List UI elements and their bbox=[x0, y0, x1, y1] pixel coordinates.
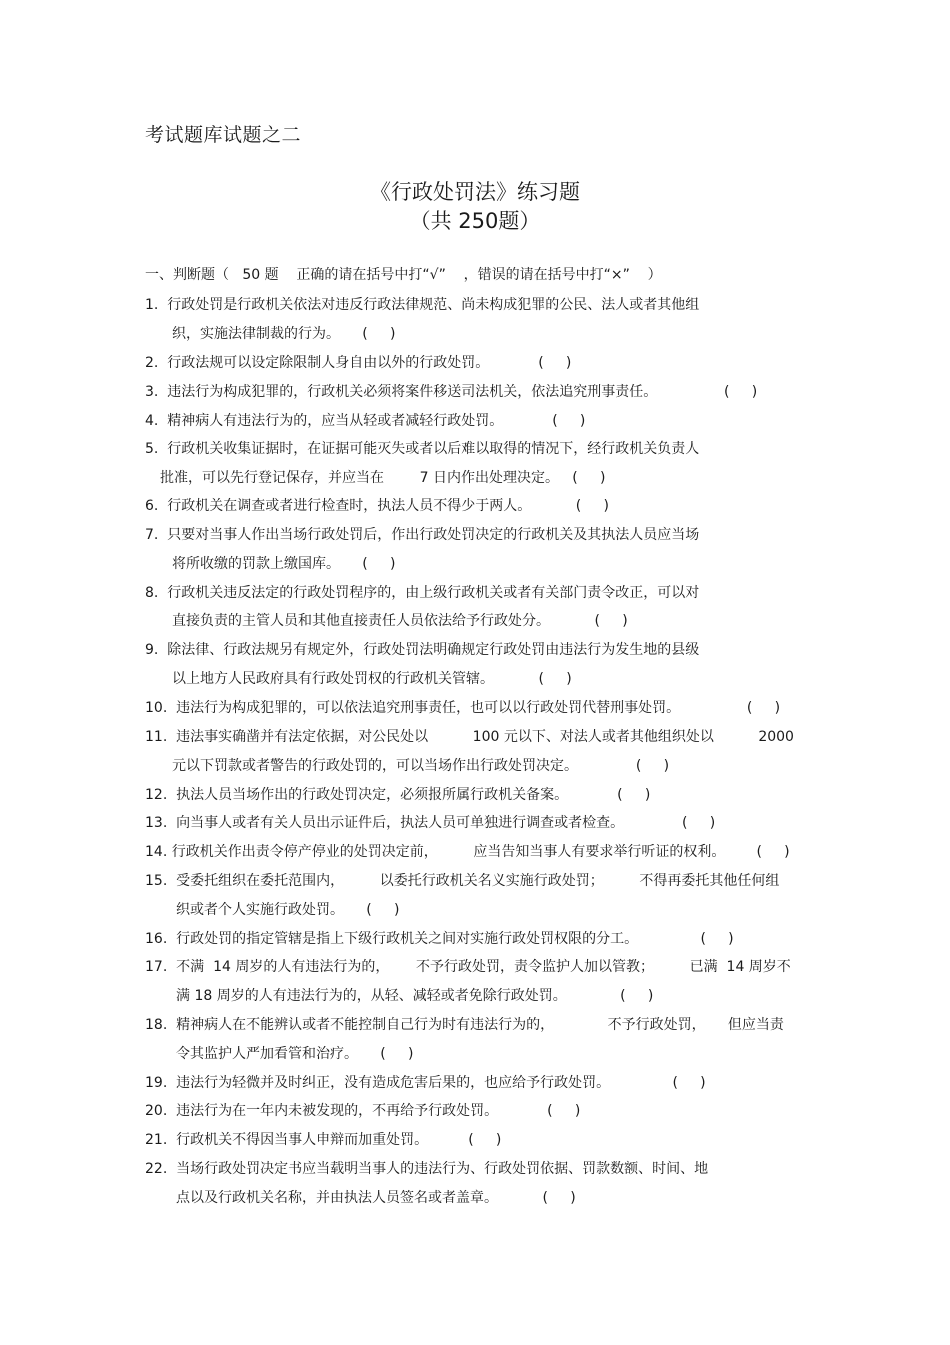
question-3: 3. 违法行为构成犯罪的，行政机关必须将案件移送司法机关，依法追究刑事责任。 ( ) bbox=[145, 384, 758, 400]
question-11-line-1: 11. 违法事实确凿并有法定依据，对公民处以 100 元以下、对法人或者其他组织处以 2000 bbox=[145, 729, 794, 745]
question-22-line-2: 点以及行政机关名称，并由执法人员签名或者盖章。 ( ) bbox=[176, 1190, 576, 1206]
question-17-line-1: 17. 不满 14 周岁的人有违法行为的， 不予行政处罚，责令监护人加以管教； 已满 14 周岁不 bbox=[145, 959, 791, 975]
question-10: 10. 违法行为构成犯罪的，可以依法追究刑事责任，也可以以行政处罚代替刑事处罚。 ( ) bbox=[145, 700, 781, 716]
question-17-line-2: 满 18 周岁的人有违法行为的，从轻、减轻或者免除行政处罚。 ( ) bbox=[176, 988, 654, 1004]
question-13: 13. 向当事人或者有关人员出示证件后，执法人员可单独进行调查或者检查。 ( ) bbox=[145, 815, 716, 831]
question-9-line-2: 以上地方人民政府具有行政处罚权的行政机关管辖。 ( ) bbox=[172, 671, 572, 687]
question-5-line-2: 批准，可以先行登记保存，并应当在 7 日内作出处理决定。 ( ) bbox=[160, 470, 606, 486]
question-19: 19. 违法行为轻微并及时纠正，没有造成危害后果的，也应给予行政处罚。 ( ) bbox=[145, 1075, 706, 1091]
question-5-line-1: 5. 行政机关收集证据时，在证据可能灭失或者以后难以取得的情况下，经行政机关负责人 bbox=[145, 441, 700, 457]
question-14: 14. 行政机关作出责令停产停业的处罚决定前， 应当告知当事人有要求举行听证的权利。 ( ) bbox=[145, 844, 790, 860]
question-18-line-1: 18. 精神病人在不能辨认或者不能控制自己行为时有违法行为的， 不予行政处罚， 但应当责 bbox=[145, 1017, 784, 1033]
question-4: 4. 精神病人有违法行为的，应当从轻或者减轻行政处罚。 ( ) bbox=[145, 413, 586, 429]
section-heading: 一、判断题（ 50 题 正确的请在括号中打“√” ，错误的请在括号中打“×” ） bbox=[145, 267, 662, 283]
question-21: 21. 行政机关不得因当事人申辩而加重处罚。 ( ) bbox=[145, 1132, 502, 1148]
question-6: 6. 行政机关在调查或者进行检查时，执法人员不得少于两人。 ( ) bbox=[145, 498, 609, 514]
question-1-line-2: 织，实施法律制裁的行为。 ( ) bbox=[172, 326, 396, 342]
question-8-line-1: 8. 行政机关违反法定的行政处罚程序的，由上级行政机关或者有关部门责令改正，可以对 bbox=[145, 585, 700, 601]
question-15-line-2: 织或者个人实施行政处罚。 ( ) bbox=[176, 902, 400, 918]
question-9-line-1: 9. 除法律、行政法规另有规定外，行政处罚法明确规定行政处罚由违法行为发生地的县级 bbox=[145, 642, 700, 658]
question-8-line-2: 直接负责的主管人员和其他直接责任人员依法给予行政处分。 ( ) bbox=[172, 613, 628, 629]
question-22-line-1: 22. 当场行政处罚决定书应当载明当事人的违法行为、行政处罚依据、罚款数额、时间、地 bbox=[145, 1161, 709, 1177]
doc-title: 《行政处罚法》练习题 bbox=[370, 180, 580, 204]
question-7-line-2: 将所收缴的罚款上缴国库。 ( ) bbox=[172, 556, 396, 572]
doc-subtitle: （共 250题） bbox=[409, 209, 541, 233]
question-11-line-2: 元以下罚款或者警告的行政处罚的，可以当场作出行政处罚决定。 ( ) bbox=[172, 758, 670, 774]
question-16: 16. 行政处罚的指定管辖是指上下级行政机关之间对实施行政处罚权限的分工。 ( ) bbox=[145, 931, 734, 947]
question-2: 2. 行政法规可以设定除限制人身自由以外的行政处罚。 ( ) bbox=[145, 355, 572, 371]
question-15-line-1: 15. 受委托组织在委托范围内， 以委托行政机关名义实施行政处罚； 不得再委托其他任何组 bbox=[145, 873, 780, 889]
question-18-line-2: 令其监护人严加看管和治疗。 ( ) bbox=[176, 1046, 414, 1062]
question-20: 20. 违法行为在一年内未被发现的，不再给予行政处罚。 ( ) bbox=[145, 1103, 581, 1119]
doc-header: 考试题库试题之二 bbox=[145, 124, 302, 146]
question-1-line-1: 1. 行政处罚是行政机关依法对违反行政法律规范、尚未构成犯罪的公民、法人或者其他组 bbox=[145, 297, 700, 313]
question-7-line-1: 7. 只要对当事人作出当场行政处罚后，作出行政处罚决定的行政机关及其执法人员应当场 bbox=[145, 527, 700, 543]
question-12: 12. 执法人员当场作出的行政处罚决定，必须报所属行政机关备案。 ( ) bbox=[145, 787, 651, 803]
